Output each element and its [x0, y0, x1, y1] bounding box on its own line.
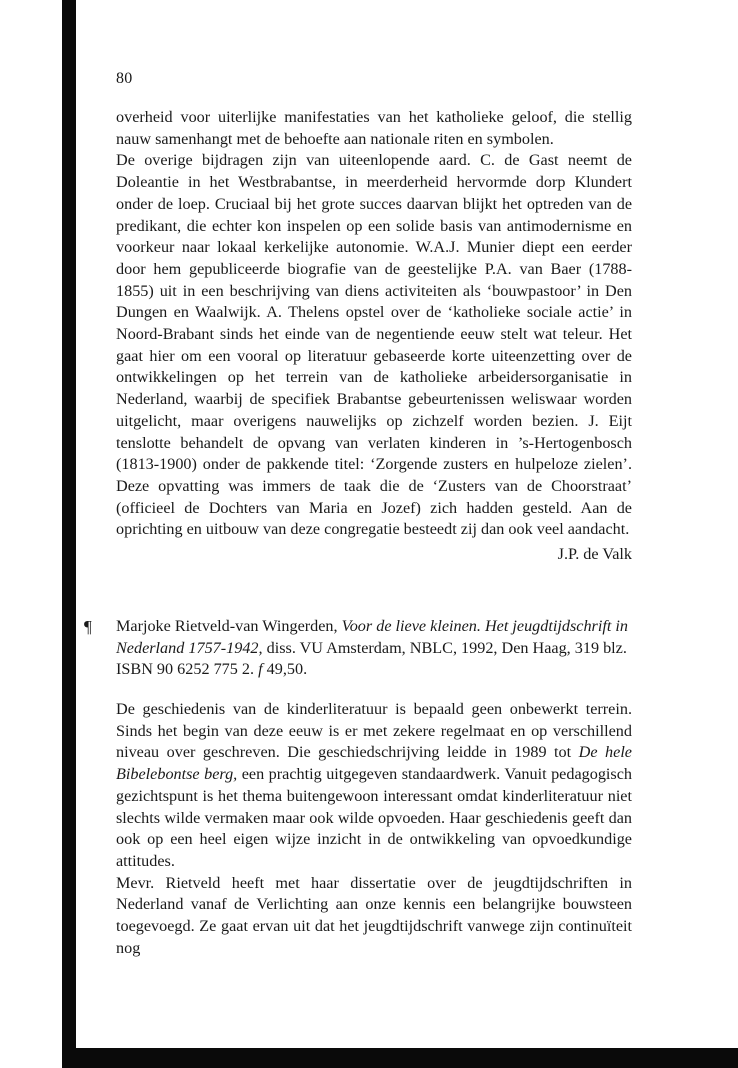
review-2-paragraph-1: [116, 699, 632, 873]
scan-border-left: [62, 0, 76, 1068]
review-2-body: [116, 699, 632, 959]
page-number: 80: [116, 70, 133, 87]
review-2-paragraph-2: Mevr. Rietveld heeft met haar dissertatie over de jeugdtijdschriften in Nederland vanaf de Verlichting aan onze kennis een belangrijke bouwsteen toegevoegd. Ze gaat ervan uit dat het jeugdtijdschrift vanwege zijn continuïteit nog: [116, 873, 632, 957]
scan-border-bottom: [62, 1048, 738, 1068]
book-author: Marjoke Rietveld-van Wingerden,: [116, 617, 338, 635]
review-2-paragraph-1-text-a: De geschiedenis van de kinderliteratuur is bepaald geen onbewerkt terrein. Sinds het begin van deze eeuw is er met zekere regelmaat en op verschillend niveau over geschreven. Die geschiedschrijving leidde in 1989 tot: [116, 700, 632, 762]
book-publication: diss. VU Amsterdam, NBLC, 1992, Den Haag, 319 blz. ISBN 90 6252 775 2.: [116, 638, 627, 679]
price-symbol: f: [258, 660, 263, 679]
bibliographic-citation: [116, 616, 632, 681]
review-1-paragraph-2: De overige bijdragen zijn van uiteenlopende aard. C. de Gast neemt de Doleantie in het Westbrabantse, in meerderheid hervormde dorp Klundert onder de loep. Cruciaal bij het grote succes daarvan blijkt het optreden van de predikant, die echter kon inspelen op een solide basis van antimodernisme en voorkeur naar lokaal kerkelijke autonomie. W.A.J. Munier diept een eerder door hem gepubliceerde biografie van de geestelijke P.A. van Baer (1788-1855) uit in een beschrijving van diens activiteiten als ‘bouwpastoor’ in Den Dungen en Waalwijk. A. Thelens opstel over de ‘katholieke sociale actie’ in Noord-Brabant sinds het einde van de negentiende eeuw stelt wat teleur. Het gaat hier om een vooral op literatuur gebaseerde korte uiteenzetting over de ontwikkelingen op het terrein van de katholieke arbeidersorganisatie in Nederland, waarbij de specifiek Brabantse gebeurtenissen weliswaar worden uitgelicht, maar overigens nauwelijks op zichzelf worden bezien. J. Eijt tenslotte behandelt de opvang van verlaten kinderen in ’s-Hertogenbosch (1813-1900) onder de pakkende titel: ‘Zorgende zusters en hulpeloze zielen’. Deze opvatting was immers de taak die de ‘Zusters van de Choorstraat’ (officieel de Dochters van Maria en Jozef) zich hadden gesteld. Aan de oprichting en uitbouw van deze congregatie besteedt zij dan ook veel aandacht.: [116, 151, 632, 539]
review-1-paragraph-1: overheid voor uiterlijke manifestaties van het katholieke geloof, die stellig nauw samenhangt met de behoefte aan nationale riten en symbolen.: [116, 108, 632, 148]
review-1-body: [116, 107, 632, 541]
reviewer-signature: J.P. de Valk: [557, 545, 632, 563]
book-price: 49,50.: [266, 660, 308, 679]
bibliographic-entry: [116, 616, 632, 681]
cited-work-title: De hele Bibelebontse berg,: [116, 743, 632, 784]
review-2-paragraph-1-text-b: een prachtig uitgegeven standaardwerk. Vanuit pedagogisch gezichtspunt is het thema buitengewoon interessant omdat kinderliteratuur niet slechts wilde vermaken maar ook wilde opvoeden. Haar geschiedenis geeft dan ook op een heel eigen wijze inzicht in de ontwikkeling van opvoedkundige attitudes.: [116, 765, 632, 870]
book-title: Voor de lieve kleinen. Het jeugdtijdschrift in Nederland 1757-1942,: [116, 617, 628, 657]
section-pilcrow: ¶: [84, 617, 92, 636]
